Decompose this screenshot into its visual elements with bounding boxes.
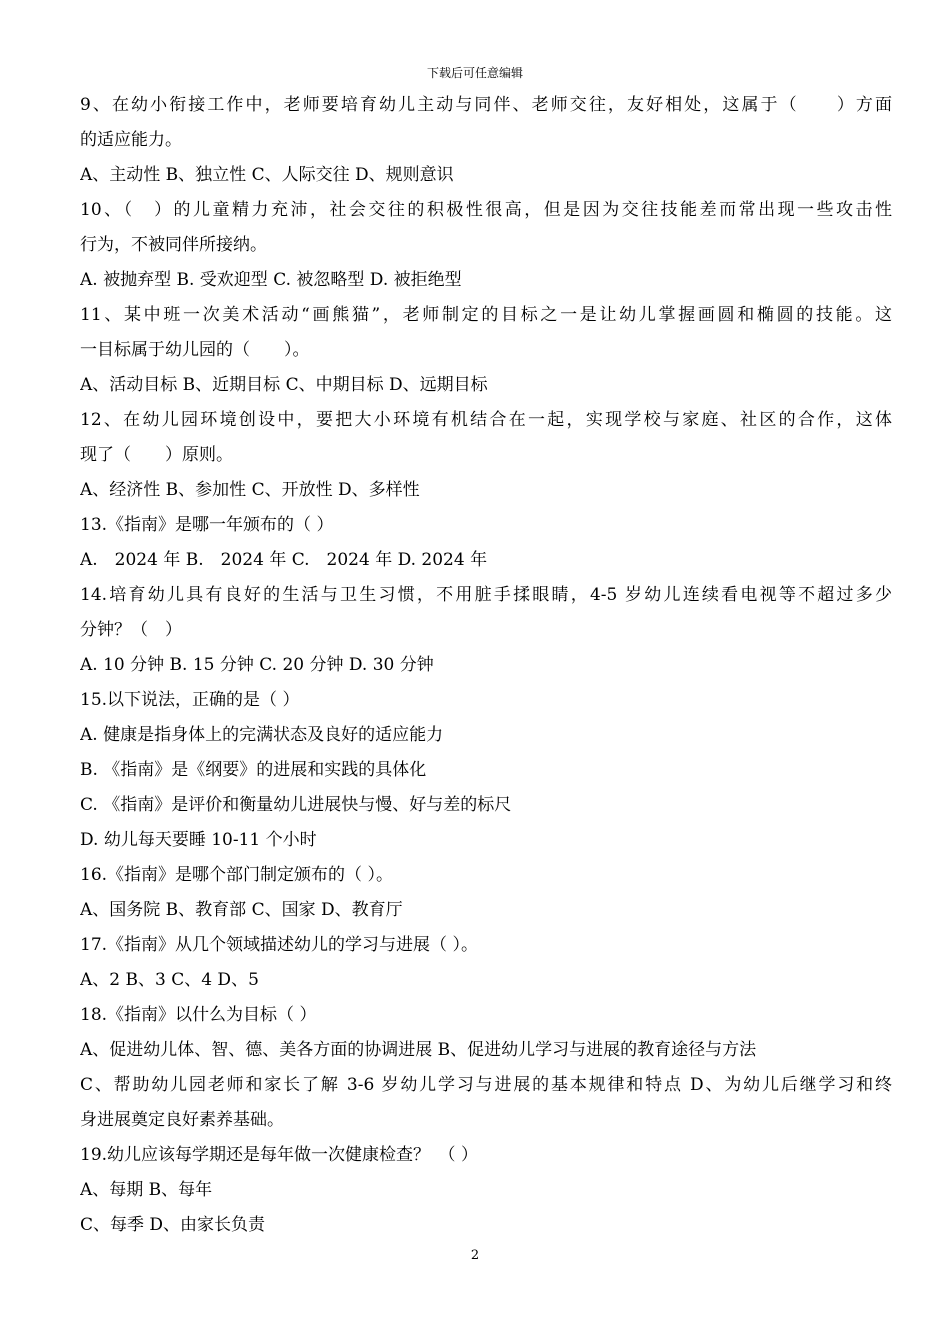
document-body [80, 88, 892, 1243]
text-line: 行为，不被同伴所接纳。 [80, 235, 267, 255]
text-line: B. 《指南》是《纲要》的进展和实践的具体化 [80, 760, 427, 780]
text-line: A、国务院 B、教育部 C、国家 D、教育厅 [80, 900, 403, 920]
page-header-note: 下载后可任意编辑 [426, 66, 523, 80]
text-line: A、活动目标 B、近期目标 C、中期目标 D、远期目标 [80, 375, 488, 395]
text-line: A、主动性 B、独立性 C、人际交往 D、规则意识 [80, 165, 454, 185]
text-line: 9、在幼小衔接工作中，老师要培育幼儿主动与同伴、老师交往，友好相处，这属于（ ）方面 [80, 95, 892, 115]
text-line: A、每期 B、每年 [80, 1180, 213, 1200]
text-line: A. 健康是指身体上的完满状态及良好的适应能力 [80, 725, 444, 745]
text-line: A、经济性 B、参加性 C、开放性 D、多样性 [80, 480, 420, 500]
text-line: 15.以下说法，正确的是（ ） [80, 690, 300, 710]
text-line: 10、（ ）的儿童精力充沛，社会交往的积极性很高，但是因为交往技能差而常出现一些攻击性 [80, 200, 892, 220]
text-line: 分钟？（ ） [80, 620, 182, 640]
text-line: 身进展奠定良好素养基础。 [80, 1110, 284, 1130]
text-line: 一目标属于幼儿园的（ ）。 [80, 340, 310, 360]
text-line: 17.《指南》从几个领域描述幼儿的学习与进展（ ）。 [80, 935, 478, 955]
text-line: C、每季 D、由家长负责 [80, 1215, 266, 1235]
text-line: C. 《指南》是评价和衡量幼儿进展快与慢、好与差的标尺 [80, 795, 512, 815]
text-line: 16.《指南》是哪个部门制定颁布的（ ）。 [80, 865, 393, 885]
text-line: 19.幼儿应该每学期还是每年做一次健康检查？ （ ） [80, 1145, 478, 1165]
text-line: A、2 B、3 C、4 D、5 [80, 970, 259, 990]
text-line: 11、某中班一次美术活动“画熊猫”，老师制定的目标之一是让幼儿掌握画圆和椭圆的技能。这 [80, 305, 892, 325]
text-line: 18.《指南》以什么为目标（ ） [80, 1005, 317, 1025]
text-line: A. 2024 年 B. 2024 年 C. 2024 年 D. 2024 年 [80, 550, 488, 570]
text-line: A、促进幼儿体、智、德、美各方面的协调进展 B、促进幼儿学习与进展的教育途径与方法 [80, 1040, 757, 1060]
text-line: 的适应能力。 [80, 130, 182, 150]
text-line: 14.培育幼儿具有良好的生活与卫生习惯，不用脏手揉眼睛，4-5 岁幼儿连续看电视等不超过多少 [80, 585, 892, 605]
text-line: C、帮助幼儿园老师和家长了解 3-6 岁幼儿学习与进展的基本规律和特点 D、为幼儿后继学习和终 [80, 1075, 892, 1095]
text-line: 现了（ ）原则。 [80, 445, 233, 465]
text-line: A. 10 分钟 B. 15 分钟 C. 20 分钟 D. 30 分钟 [80, 655, 434, 675]
text-line: A. 被抛弃型 B. 受欢迎型 C. 被忽略型 D. 被拒绝型 [80, 270, 462, 290]
text-line: 12、在幼儿园环境创设中，要把大小环境有机结合在一起，实现学校与家庭、社区的合作，这体 [80, 410, 892, 430]
text-line: 13.《指南》是哪一年颁布的（ ） [80, 515, 334, 535]
page-number: 2 [470, 1248, 480, 1263]
text-line: D. 幼儿每天要睡 10-11 个小时 [80, 830, 317, 850]
